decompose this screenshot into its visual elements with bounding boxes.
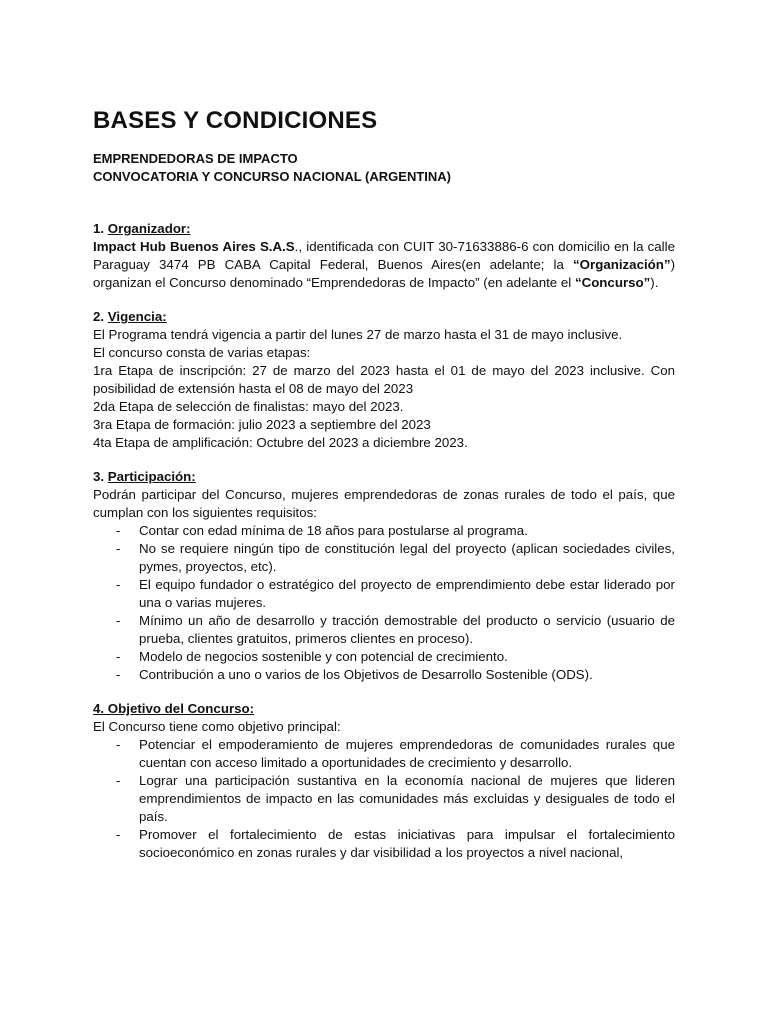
list-item: - Lograr una participación sustantiva en la economía nacional de mujeres que lideren emprendimientos de impacto en las comunidades más excluidas y desiguales de todo el país. bbox=[93, 772, 675, 826]
section-2-number: 2. bbox=[93, 309, 105, 324]
section-1-text-a: ., identificada con CUIT 30-71633886-6 con domicilio en la calle Paraguay 3474 PB CABA Capital Federal, Buenos Aires(en adelante; la bbox=[93, 239, 675, 272]
section-4-heading bbox=[93, 700, 675, 718]
section-objetivo bbox=[93, 700, 675, 862]
section-1-text-b: ) organizan el Concurso denominado “Emprendedoras de Impacto” (en adelante el bbox=[93, 257, 675, 290]
objectives-list bbox=[93, 736, 675, 862]
list-item: - Potenciar el empoderamiento de mujeres emprendedoras de comunidades rurales que cuentan con acceso limitado a oportunidades de crecimiento y desarrollo. bbox=[93, 736, 675, 772]
organizer-name: Impact Hub Buenos Aires S.A.S bbox=[93, 239, 295, 254]
list-item: - El equipo fundador o estratégico del proyecto de emprendimiento debe estar liderado por una o varias mujeres. bbox=[93, 576, 675, 612]
requirements-list bbox=[93, 522, 675, 684]
list-item: - Mínimo un año de desarrollo y tracción demostrable del producto o servicio (usuario de prueba, clientes gratuitos, primeros clientes en proceso). bbox=[93, 612, 675, 648]
section-participacion bbox=[93, 468, 675, 684]
section-1-title: Organizador: bbox=[107, 221, 191, 236]
section-3-heading bbox=[93, 468, 675, 486]
list-item: - Contar con edad mínima de 18 años para postularse al programa. bbox=[93, 522, 675, 540]
section-3-title: Participación: bbox=[107, 469, 196, 484]
subtitle-line-1: EMPRENDEDORAS DE IMPACTO bbox=[93, 151, 298, 166]
section-2-heading bbox=[93, 308, 675, 326]
contest-label: “Concurso” bbox=[574, 275, 651, 290]
section-2-title: Vigencia: bbox=[107, 309, 167, 324]
vigencia-line: El Programa tendrá vigencia a partir del lunes 27 de marzo hasta el 31 de mayo inclusive. bbox=[93, 327, 623, 342]
section-organizador bbox=[93, 220, 675, 292]
section-1-heading bbox=[93, 220, 675, 238]
section-vigencia bbox=[93, 308, 675, 452]
section-4-title: 4. Objetivo del Concurso: bbox=[93, 701, 255, 716]
section-1-body bbox=[93, 238, 675, 292]
section-4-intro: El Concurso tiene como objetivo principal: bbox=[93, 719, 341, 734]
section-3-number: 3. bbox=[93, 469, 105, 484]
vigencia-line: 1ra Etapa de inscripción: 27 de marzo del 2023 hasta el 01 de mayo del 2023 inclusive. Con posibilidad de extensión hasta el 08 de mayo del 2023 bbox=[93, 363, 675, 396]
organization-label: “Organización” bbox=[573, 257, 671, 272]
section-1-text-c: ). bbox=[650, 275, 659, 290]
list-item: - No se requiere ningún tipo de constitución legal del proyecto (aplican sociedades civiles, pymes, proyectos, etc). bbox=[93, 540, 675, 576]
subtitle-line-2: CONVOCATORIA Y CONCURSO NACIONAL (ARGENTINA) bbox=[93, 169, 451, 184]
vigencia-line: 4ta Etapa de amplificación: Octubre del 2023 a diciembre 2023. bbox=[93, 435, 468, 450]
document-subtitle bbox=[93, 150, 675, 186]
vigencia-line: 2da Etapa de selección de finalistas: mayo del 2023. bbox=[93, 399, 404, 414]
section-3-intro: Podrán participar del Concurso, mujeres emprendedoras de zonas rurales de todo el país, que cumplan con los siguientes requisitos: bbox=[93, 487, 675, 520]
document-title: BASES Y CONDICIONES bbox=[93, 107, 378, 134]
list-item: - Contribución a uno o varios de los Objetivos de Desarrollo Sostenible (ODS). bbox=[93, 666, 675, 684]
section-1-number: 1. bbox=[93, 221, 105, 236]
list-item: - Promover el fortalecimiento de estas iniciativas para impulsar el fortalecimiento socioeconómico en zonas rurales y dar visibilidad a los proyectos a nivel nacional, bbox=[93, 826, 675, 862]
vigencia-line: El concurso consta de varias etapas: bbox=[93, 345, 311, 360]
vigencia-line: 3ra Etapa de formación: julio 2023 a septiembre del 2023 bbox=[93, 417, 431, 432]
list-item: - Modelo de negocios sostenible y con potencial de crecimiento. bbox=[93, 648, 675, 666]
